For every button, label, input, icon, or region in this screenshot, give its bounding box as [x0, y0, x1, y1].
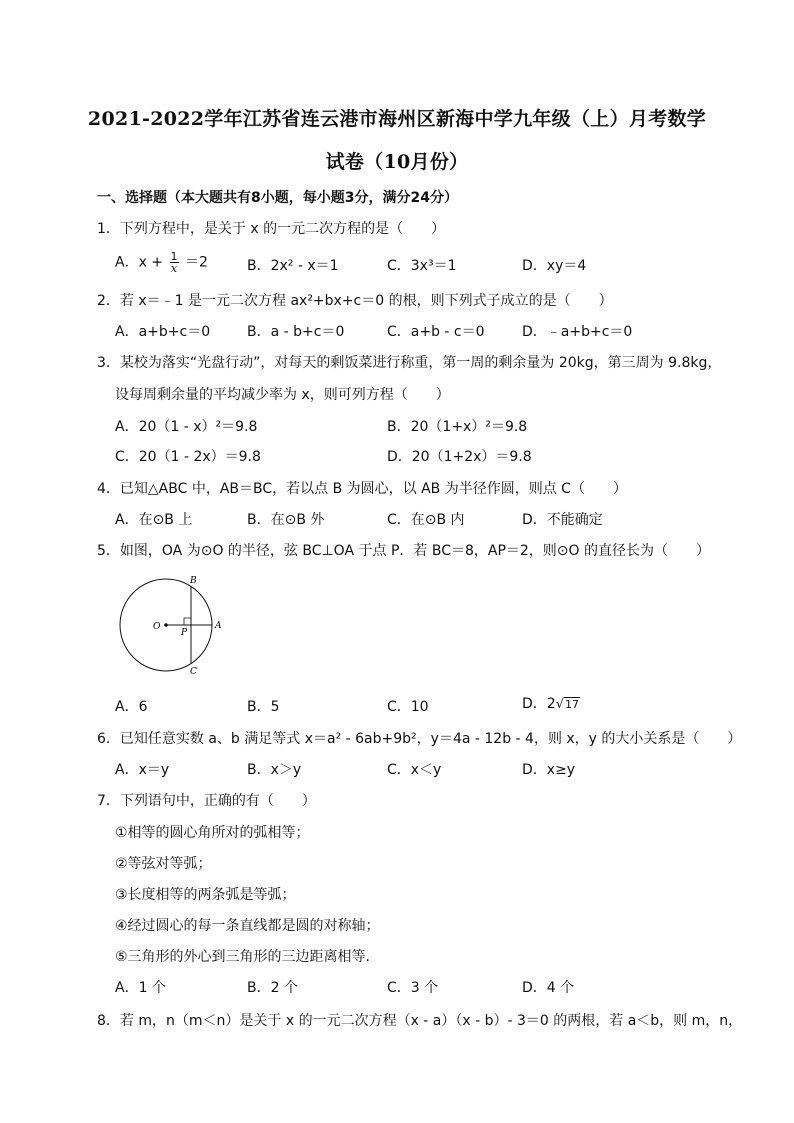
q7-statement-5: ⑤三角形的外心到三角形的三边距离相等． — [115, 949, 380, 965]
q5-option-b: B．5 — [247, 699, 280, 715]
q1-option-c: C．3x³＝1 — [387, 258, 457, 274]
exam-title-line-1: 2021-2022学年江苏省连云港市海州区新海中学九年级（上）月考数学 — [87, 108, 707, 130]
q6-option-d: D．x≥y — [522, 762, 576, 778]
q6-option-a: A．x＝y — [115, 762, 170, 778]
q3-option-d: D．20（1+2x）＝9.8 — [387, 449, 532, 465]
q1-fraction-den: x — [170, 262, 178, 275]
q2-stem: 2．若 x＝﹣1 是一元二次方程 ax²+bx+c＝0 的根，则下列式子成立的是（ ） — [97, 293, 613, 309]
q3-option-b: B．20（1+x）²＝9.8 — [387, 419, 528, 435]
q7-statement-4: ④经过圆心的每一条直线都是圆的对称轴； — [115, 918, 380, 934]
center-point-o — [164, 623, 168, 627]
q7-statement-3: ③长度相等的两条弧是等弧； — [115, 887, 296, 903]
q4-option-a: A．在⊙B 上 — [115, 512, 193, 528]
q2-option-a: A．a+b+c＝0 — [115, 324, 211, 340]
label-a: A — [215, 621, 222, 631]
exam-title-line-2: 试卷（10月份） — [325, 151, 469, 173]
q5-option-d-radicand: 17 — [564, 698, 579, 711]
q4-stem: 4．已知△ABC 中，AB＝BC，若以点 B 为圆心，以 AB 为半径作圆，则点 C（ ） — [97, 481, 627, 497]
q7-option-a: A．1 个 — [115, 980, 166, 996]
q5-option-d-prefix: D．2 — [522, 696, 556, 712]
q5-option-c: C．10 — [387, 699, 429, 715]
q1-fraction-num: 1 — [170, 250, 178, 263]
label-c: C — [190, 667, 197, 677]
q7-statement-2: ②等弦对等弧； — [115, 856, 212, 872]
q1-option-a-prefix: A．x + — [115, 254, 164, 271]
q6-option-c: C．x＜y — [387, 762, 442, 778]
q8-stem: 8．若 m，n（m＜n）是关于 x 的一元二次方程（x - a）（x - b）- 3＝0 的两根，若 a＜b，则 m，n， — [97, 1013, 743, 1029]
q7-option-d: D．4 个 — [522, 980, 575, 996]
right-angle-mark — [184, 618, 191, 625]
section-heading: 一、选择题（本大题共有8小题，每小题3分，满分24分） — [97, 190, 458, 206]
q2-option-c: C．a+b - c＝0 — [387, 324, 485, 340]
q1-option-a-suffix: ＝2 — [184, 254, 208, 271]
q2-option-b: B．a - b+c＝0 — [247, 324, 345, 340]
q6-option-b: B．x＞y — [247, 762, 302, 778]
q3-option-a: A．20（1 - x）²＝9.8 — [115, 419, 258, 435]
q1-fraction — [170, 251, 179, 274]
q6-stem: 6．已知任意实数 a、b 满足等式 x＝a² - 6ab+9b²，y＝4a - 12b - 4，则 x，y 的大小关系是（ ） — [97, 731, 742, 747]
q7-stem: 7．下列语句中，正确的有（ ） — [97, 793, 316, 809]
sqrt-sign-icon: √ — [555, 697, 564, 712]
q3-stem-line-1: 3．某校为落实“光盘行动”，对每天的剩饭菜进行称重，第一周的剩余量为 20kg，第三周为 9.8kg， — [97, 355, 722, 371]
label-b: B — [190, 576, 197, 586]
q5-option-a: A．6 — [115, 699, 148, 715]
q4-option-c: C．在⊙B 内 — [387, 512, 465, 528]
q4-option-d: D．不能确定 — [522, 512, 603, 528]
q1-option-a — [115, 251, 208, 274]
q1-option-d: D．xy＝4 — [522, 258, 587, 274]
q1-option-b: B．2x² - x＝1 — [247, 258, 339, 274]
q7-option-b: B．2 个 — [247, 980, 298, 996]
q5-option-d — [522, 693, 580, 713]
q3-option-c: C．20（1 - 2x）＝9.8 — [115, 449, 261, 465]
q5-circle-figure — [110, 572, 230, 680]
q7-option-c: C．3 个 — [387, 980, 439, 996]
q7-statement-1: ①相等的圆心角所对的弧相等； — [115, 825, 310, 841]
q5-stem: 5．如图，OA 为⊙O 的半径，弦 BC⊥OA 于点 P．若 BC＝8，AP＝2，则⊙O 的直径长为（ ） — [97, 543, 710, 559]
q2-option-d: D．﹣a+b+c＝0 — [522, 324, 633, 340]
q4-option-b: B．在⊙B 外 — [247, 512, 325, 528]
q3-stem-line-2: 设每周剩余量的平均减少率为 x，则可列方程（ ） — [115, 387, 450, 403]
label-o: O — [153, 622, 161, 632]
label-p: P — [181, 628, 188, 638]
q1-stem: 1．下列方程中，是关于 x 的一元二次方程的是（ ） — [97, 221, 446, 237]
